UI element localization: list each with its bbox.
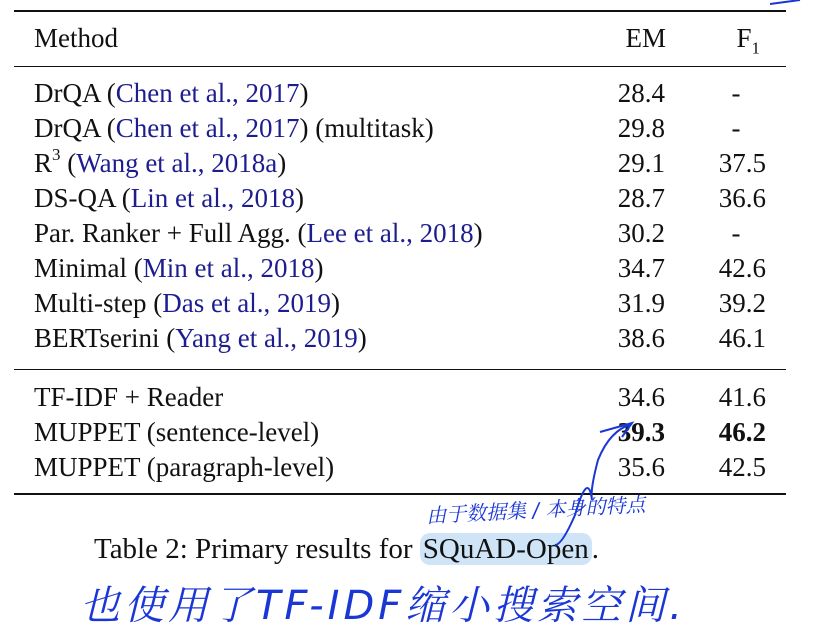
em-cell: 29.8 bbox=[617, 113, 665, 143]
header-method: Method bbox=[34, 23, 118, 53]
f1-cell: 41.6 bbox=[718, 382, 766, 412]
f1-cell: - bbox=[731, 78, 741, 108]
f1-cell: 42.5 bbox=[718, 452, 766, 482]
em-cell-best: 39.3 bbox=[617, 417, 665, 447]
citation-link[interactable]: Das et al., 2019 bbox=[162, 288, 331, 318]
method-cell: DS-QA (Lin et al., 2018) bbox=[34, 183, 304, 213]
method-cell: TF-IDF + Reader bbox=[34, 382, 224, 412]
em-cell: 34.7 bbox=[617, 253, 665, 283]
f1-cell-best: 46.2 bbox=[718, 417, 766, 447]
citation-link[interactable]: Lin et al., 2018 bbox=[130, 183, 295, 213]
f1-cell: - bbox=[731, 218, 741, 248]
em-cell: 28.4 bbox=[617, 78, 665, 108]
table-caption: Table 2: Primary results for SQuAD-Open . bbox=[94, 533, 599, 565]
em-cell: 30.2 bbox=[617, 218, 665, 248]
f1-cell: 36.6 bbox=[718, 183, 766, 213]
handwritten-note-top: 由于数据集 / 本身的特点 bbox=[425, 492, 647, 528]
f1-cell: 42.6 bbox=[718, 253, 766, 283]
citation-link[interactable]: Wang et al., 2018a bbox=[76, 148, 278, 178]
method-cell: BERTserini (Yang et al., 2019) bbox=[34, 323, 367, 353]
em-cell: 35.6 bbox=[617, 452, 665, 482]
caption-highlight: SQuAD-Open bbox=[420, 533, 592, 565]
method-cell: DrQA (Chen et al., 2017) bbox=[34, 78, 309, 108]
method-cell: MUPPET (paragraph-level) bbox=[34, 452, 335, 482]
method-cell: DrQA (Chen et al., 2017) (multitask) bbox=[34, 113, 434, 143]
method-cell: MUPPET (sentence-level) bbox=[34, 417, 320, 447]
f1-cell: 39.2 bbox=[718, 288, 766, 318]
em-cell: 31.9 bbox=[617, 288, 665, 318]
citation-link[interactable]: Chen et al., 2017 bbox=[115, 78, 300, 108]
method-cell: Par. Ranker + Full Agg. (Lee et al., 2018) bbox=[34, 218, 483, 248]
em-cell: 28.7 bbox=[617, 183, 665, 213]
em-cell: 38.6 bbox=[617, 323, 665, 353]
em-cell: 29.1 bbox=[617, 148, 665, 178]
citation-link[interactable]: Chen et al., 2017 bbox=[115, 113, 300, 143]
header-em: EM bbox=[625, 23, 666, 53]
f1-cell: 46.1 bbox=[718, 323, 766, 353]
f1-cell: - bbox=[731, 113, 741, 143]
citation-link[interactable]: Min et al., 2018 bbox=[142, 253, 315, 283]
citation-link[interactable]: Yang et al., 2019 bbox=[175, 323, 358, 353]
em-cell: 34.6 bbox=[617, 382, 665, 412]
method-cell: $R^3$ (Wang et al., 2018a) bbox=[34, 145, 287, 178]
method-cell: Multi-step (Das et al., 2019) bbox=[34, 288, 340, 318]
header-f1: $F_1$ bbox=[736, 23, 760, 58]
citation-link[interactable]: Lee et al., 2018 bbox=[306, 218, 474, 248]
method-cell: Minimal (Min et al., 2018) bbox=[34, 253, 324, 283]
f1-cell: 37.5 bbox=[718, 148, 766, 178]
handwritten-note-bottom: 也使用了TF-IDF缩小搜索空间. bbox=[80, 583, 687, 629]
